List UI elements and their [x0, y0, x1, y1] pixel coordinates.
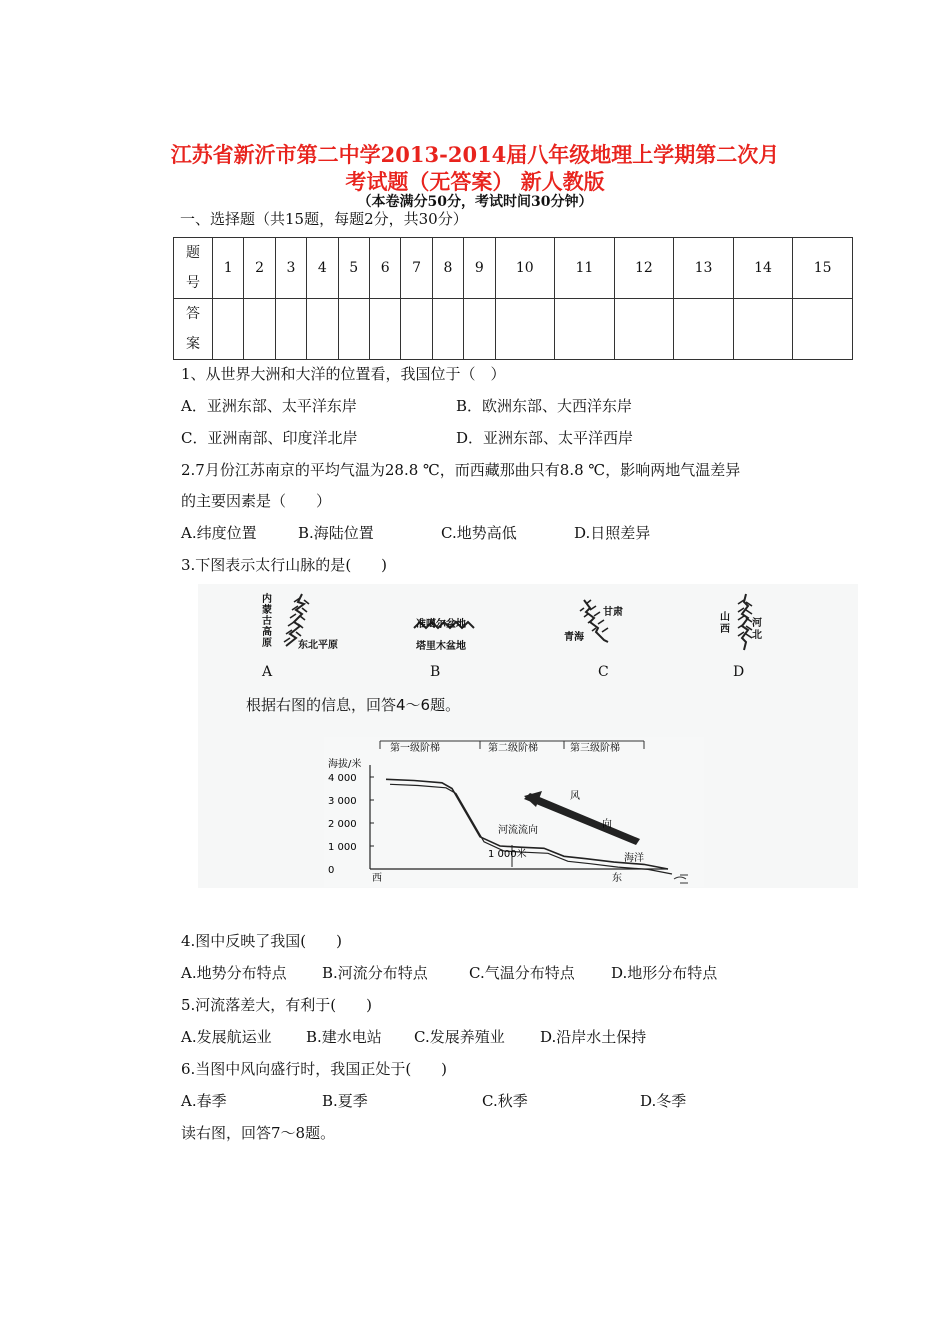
- q4-option-d: D.地形分布特点: [611, 964, 718, 982]
- mountain-a-label-2: 东北平原: [298, 640, 338, 651]
- mountain-c-label-1: 甘肃: [603, 607, 623, 618]
- answer-cell[interactable]: [275, 299, 306, 360]
- num-cell: 13: [674, 238, 734, 299]
- wind-label-1: 风: [570, 791, 580, 802]
- num-cell: 2: [244, 238, 275, 299]
- q5-stem: 5.河流落差大，有利于( ): [181, 996, 373, 1014]
- mountain-d-label-2: 河北: [752, 618, 762, 641]
- answer-cell[interactable]: [555, 299, 615, 360]
- q5-option-a: A.发展航运业: [181, 1028, 272, 1046]
- answer-table: [173, 237, 853, 360]
- answer-cell[interactable]: [432, 299, 463, 360]
- mountain-a-label-1: 内蒙古高原: [262, 594, 272, 649]
- num-cell: 4: [307, 238, 338, 299]
- answer-cell[interactable]: [733, 299, 793, 360]
- q2-stem-line1: 2.7月份江苏南京的平均气温为28.8 ℃，而西藏那曲只有8.8 ℃，影响两地气温差异: [181, 461, 741, 479]
- num-cell: 5: [338, 238, 369, 299]
- step-label-3: 第三级阶梯: [570, 743, 620, 754]
- y-tick-label: 3 000: [328, 796, 357, 807]
- num-cell: 3: [275, 238, 306, 299]
- y-tick-label: 4 000: [328, 773, 357, 784]
- q4-option-a: A.地势分布特点: [181, 964, 287, 982]
- river-label: 河流流向: [498, 825, 538, 836]
- q2-option-b: B.海陆位置: [298, 524, 374, 542]
- num-cell: 8: [432, 238, 463, 299]
- num-cell: 6: [369, 238, 400, 299]
- wind-label-2: 向: [602, 819, 612, 830]
- answer-cell[interactable]: [674, 299, 734, 360]
- answer-cell[interactable]: [244, 299, 275, 360]
- option-b-label: B: [430, 664, 441, 680]
- q5-option-d: D.沿岸水土保持: [540, 1028, 647, 1046]
- answer-cell[interactable]: [338, 299, 369, 360]
- answer-cell[interactable]: [369, 299, 400, 360]
- exam-title-line2: 考试题（无答案） 新人教版: [345, 169, 605, 194]
- q3-stem: 3.下图表示太行山脉的是( ): [181, 556, 388, 574]
- num-cell: 11: [555, 238, 615, 299]
- exam-subtitle: （本卷满分50分，考试时间30分钟）: [357, 194, 593, 210]
- ref-label: 1 000米: [488, 849, 527, 860]
- answer-cell[interactable]: [307, 299, 338, 360]
- mountain-b-label-1: 准噶尔盆地: [416, 619, 466, 630]
- mountain-b-label-2: 塔里木盆地: [416, 641, 466, 652]
- num-cell: 12: [614, 238, 674, 299]
- x-label-east: 东: [612, 873, 622, 884]
- q6-option-c: C.秋季: [482, 1092, 528, 1110]
- q5-option-b: B.建水电站: [306, 1028, 382, 1046]
- row-label-answer: 答 案: [174, 299, 213, 360]
- num-cell: 10: [495, 238, 555, 299]
- q1-option-d: D．亚洲东部、太平洋西岸: [456, 429, 634, 447]
- y-tick-label: 0: [328, 865, 335, 876]
- option-c-label: C: [598, 664, 609, 680]
- y-tick-label: 1 000: [328, 842, 357, 853]
- answer-cell[interactable]: [614, 299, 674, 360]
- q1-option-b: B．欧洲东部、大西洋东岸: [456, 397, 633, 415]
- q6-stem: 6.当图中风向盛行时，我国正处于( ): [181, 1060, 448, 1078]
- answer-cell[interactable]: [401, 299, 432, 360]
- terrain-profile-chart: [324, 737, 704, 887]
- q2-option-c: C.地势高低: [441, 524, 517, 542]
- num-cell: 14: [733, 238, 793, 299]
- q6-option-b: B.夏季: [322, 1092, 368, 1110]
- option-a-label: A: [262, 664, 273, 680]
- q7-intro: 读右图，回答7～8题。: [181, 1124, 336, 1142]
- ocean-label: 海洋: [624, 853, 644, 864]
- q2-option-a: A.纬度位置: [181, 524, 257, 542]
- q1-stem: 1、从世界大洲和大洋的位置看，我国位于（ ）: [181, 365, 506, 383]
- section-heading: 一、选择题（共15题，每题2分，共30分）: [180, 210, 468, 228]
- answer-cell[interactable]: [464, 299, 495, 360]
- figure-note: 根据右图的信息，回答4～6题。: [246, 696, 461, 714]
- q4-option-b: B.河流分布特点: [322, 964, 428, 982]
- step-label-2: 第二级阶梯: [488, 743, 538, 754]
- num-cell: 15: [793, 238, 853, 299]
- option-d-label: D: [733, 664, 745, 680]
- x-label-west: 西: [372, 873, 382, 884]
- mountain-d-label-1: 山西: [720, 612, 730, 635]
- answer-cell[interactable]: [793, 299, 853, 360]
- q1-option-a: A．亚洲东部、太平洋东岸: [181, 397, 357, 415]
- row-label-number: 题 号: [174, 238, 213, 299]
- q1-option-c: C．亚洲南部、印度洋北岸: [181, 429, 358, 447]
- q6-option-d: D.冬季: [640, 1092, 687, 1110]
- step-label-1: 第一级阶梯: [390, 743, 440, 754]
- q5-option-c: C.发展养殖业: [414, 1028, 505, 1046]
- number-row: [174, 238, 853, 299]
- mountain-c-label-2: 青海: [564, 632, 584, 643]
- y-axis-label: 海拔/米: [328, 759, 362, 770]
- q4-stem: 4.图中反映了我国( ): [181, 932, 343, 950]
- q4-option-c: C.气温分布特点: [469, 964, 575, 982]
- num-cell: 1: [213, 238, 244, 299]
- y-tick-label: 2 000: [328, 819, 357, 830]
- num-cell: 9: [464, 238, 495, 299]
- answer-cell[interactable]: [495, 299, 555, 360]
- num-cell: 7: [401, 238, 432, 299]
- q2-stem-line2: 的主要因素是（ ）: [181, 492, 332, 510]
- answer-cell[interactable]: [213, 299, 244, 360]
- q2-option-d: D.日照差异: [574, 524, 651, 542]
- exam-title-line1: 江苏省新沂市第二中学2013-2014届八年级地理上学期第二次月: [170, 142, 780, 167]
- answer-row: [174, 299, 853, 360]
- q6-option-a: A.春季: [181, 1092, 227, 1110]
